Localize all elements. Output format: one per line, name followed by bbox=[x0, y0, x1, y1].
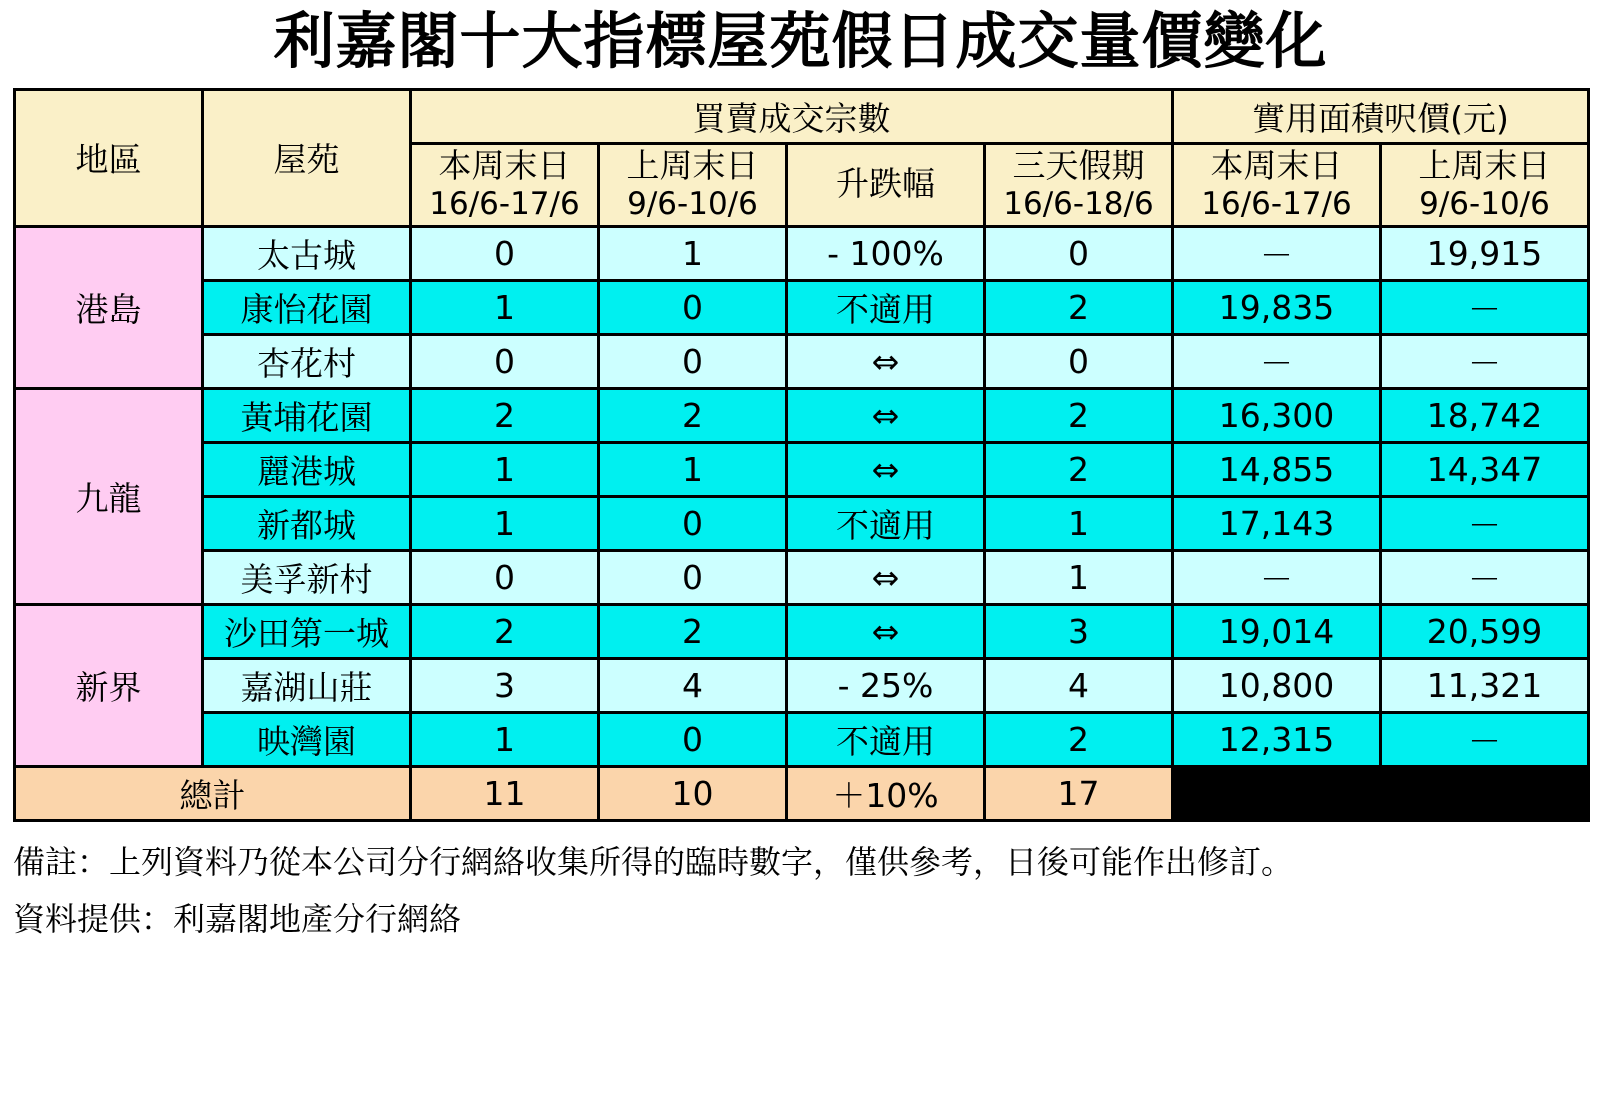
table-row bbox=[15, 226, 1589, 280]
cell-three-day-count: 2 bbox=[985, 280, 1173, 334]
table-row bbox=[15, 280, 1589, 334]
table-row bbox=[15, 442, 1589, 496]
table-row bbox=[15, 712, 1589, 766]
cell-three-day-count: 2 bbox=[985, 388, 1173, 442]
cell-three-day-count: 0 bbox=[985, 334, 1173, 388]
cell-price-last-weekend: 20,599 bbox=[1381, 604, 1589, 658]
cell-last-weekend-count: 0 bbox=[599, 712, 787, 766]
cell-change: ⇔ bbox=[787, 604, 985, 658]
cell-last-weekend-count: 0 bbox=[599, 334, 787, 388]
region-label: 港島 bbox=[15, 226, 203, 388]
cell-this-weekend-count: 1 bbox=[411, 712, 599, 766]
table-row bbox=[15, 604, 1589, 658]
cell-three-day-count: 1 bbox=[985, 496, 1173, 550]
region-label: 新界 bbox=[15, 604, 203, 766]
cell-three-day-count: 3 bbox=[985, 604, 1173, 658]
cell-change: ⇔ bbox=[787, 442, 985, 496]
cell-price-last-weekend: － bbox=[1381, 550, 1589, 604]
estate-name: 沙田第一城 bbox=[203, 604, 411, 658]
cell-this-weekend-count: 0 bbox=[411, 334, 599, 388]
cell-this-weekend-count: 2 bbox=[411, 388, 599, 442]
table-row bbox=[15, 496, 1589, 550]
cell-price-this-weekend: 12,315 bbox=[1173, 712, 1381, 766]
cell-price-last-weekend: 18,742 bbox=[1381, 388, 1589, 442]
cell-change: - 25% bbox=[787, 658, 985, 712]
holiday-transaction-table bbox=[13, 88, 1590, 822]
cell-price-this-weekend: － bbox=[1173, 334, 1381, 388]
cell-change: ⇔ bbox=[787, 388, 985, 442]
cell-this-weekend-count: 2 bbox=[411, 604, 599, 658]
cell-price-last-weekend: － bbox=[1381, 280, 1589, 334]
estate-name: 杏花村 bbox=[203, 334, 411, 388]
estate-name: 嘉湖山莊 bbox=[203, 658, 411, 712]
cell-change: ⇔ bbox=[787, 550, 985, 604]
table-row bbox=[15, 388, 1589, 442]
header-sub-this-weekend-count: 本周末日 16/6-17/6 bbox=[411, 144, 599, 227]
cell-price-this-weekend: 10,800 bbox=[1173, 658, 1381, 712]
header-region: 地區 bbox=[15, 90, 203, 227]
footnotes bbox=[13, 838, 1588, 945]
table-total-row bbox=[15, 766, 1589, 820]
estate-name: 新都城 bbox=[203, 496, 411, 550]
total-price-blank bbox=[1173, 766, 1589, 820]
table-row bbox=[15, 550, 1589, 604]
total-label: 總計 bbox=[15, 766, 411, 820]
table-row bbox=[15, 658, 1589, 712]
cell-last-weekend-count: 0 bbox=[599, 550, 787, 604]
cell-three-day-count: 2 bbox=[985, 712, 1173, 766]
cell-last-weekend-count: 1 bbox=[599, 442, 787, 496]
table-row bbox=[15, 334, 1589, 388]
cell-change: - 100% bbox=[787, 226, 985, 280]
cell-change: ⇔ bbox=[787, 334, 985, 388]
cell-price-last-weekend: － bbox=[1381, 334, 1589, 388]
header-estate: 屋苑 bbox=[203, 90, 411, 227]
cell-price-last-weekend: 19,915 bbox=[1381, 226, 1589, 280]
cell-price-this-weekend: 17,143 bbox=[1173, 496, 1381, 550]
cell-three-day-count: 2 bbox=[985, 442, 1173, 496]
cell-price-last-weekend: 11,321 bbox=[1381, 658, 1589, 712]
cell-price-this-weekend: － bbox=[1173, 226, 1381, 280]
cell-price-last-weekend: 14,347 bbox=[1381, 442, 1589, 496]
cell-price-this-weekend: 19,835 bbox=[1173, 280, 1381, 334]
cell-change: 不適用 bbox=[787, 280, 985, 334]
cell-last-weekend-count: 2 bbox=[599, 604, 787, 658]
total-this-weekend-count: 11 bbox=[411, 766, 599, 820]
table-header-group-row bbox=[15, 90, 1589, 144]
header-sub-this-weekend-price: 本周末日 16/6-17/6 bbox=[1173, 144, 1381, 227]
estate-name: 麗港城 bbox=[203, 442, 411, 496]
cell-this-weekend-count: 0 bbox=[411, 550, 599, 604]
total-change: ＋10% bbox=[787, 766, 985, 820]
footnote-remark: 備註：上列資料乃從本公司分行網絡收集所得的臨時數字，僅供參考，日後可能作出修訂。 bbox=[13, 842, 1294, 881]
cell-three-day-count: 4 bbox=[985, 658, 1173, 712]
page-title: 利嘉閣十大指標屋苑假日成交量價變化 bbox=[273, 6, 1328, 77]
total-last-weekend-count: 10 bbox=[599, 766, 787, 820]
total-three-day-count: 17 bbox=[985, 766, 1173, 820]
cell-last-weekend-count: 1 bbox=[599, 226, 787, 280]
cell-this-weekend-count: 1 bbox=[411, 280, 599, 334]
header-sub-change: 升跌幅 bbox=[787, 144, 985, 227]
cell-change: 不適用 bbox=[787, 712, 985, 766]
cell-last-weekend-count: 4 bbox=[599, 658, 787, 712]
region-label: 九龍 bbox=[15, 388, 203, 604]
header-group-price: 實用面積呎價(元) bbox=[1173, 90, 1589, 144]
cell-three-day-count: 0 bbox=[985, 226, 1173, 280]
cell-this-weekend-count: 1 bbox=[411, 496, 599, 550]
header-sub-last-weekend-price: 上周末日 9/6-10/6 bbox=[1381, 144, 1589, 227]
cell-this-weekend-count: 1 bbox=[411, 442, 599, 496]
estate-name: 映灣園 bbox=[203, 712, 411, 766]
cell-last-weekend-count: 0 bbox=[599, 496, 787, 550]
estate-name: 康怡花園 bbox=[203, 280, 411, 334]
cell-this-weekend-count: 3 bbox=[411, 658, 599, 712]
cell-last-weekend-count: 2 bbox=[599, 388, 787, 442]
estate-name: 太古城 bbox=[203, 226, 411, 280]
header-sub-three-day: 三天假期 16/6-18/6 bbox=[985, 144, 1173, 227]
cell-price-this-weekend: － bbox=[1173, 550, 1381, 604]
header-group-transactions: 買賣成交宗數 bbox=[411, 90, 1173, 144]
cell-last-weekend-count: 0 bbox=[599, 280, 787, 334]
header-sub-last-weekend-count: 上周末日 9/6-10/6 bbox=[599, 144, 787, 227]
cell-this-weekend-count: 0 bbox=[411, 226, 599, 280]
cell-price-this-weekend: 16,300 bbox=[1173, 388, 1381, 442]
estate-name: 美孚新村 bbox=[203, 550, 411, 604]
cell-three-day-count: 1 bbox=[985, 550, 1173, 604]
estate-name: 黃埔花園 bbox=[203, 388, 411, 442]
footnote-source: 資料提供：利嘉閣地產分行網絡 bbox=[13, 900, 462, 939]
cell-price-this-weekend: 19,014 bbox=[1173, 604, 1381, 658]
cell-change: 不適用 bbox=[787, 496, 985, 550]
cell-price-last-weekend: － bbox=[1381, 712, 1589, 766]
cell-price-last-weekend: － bbox=[1381, 496, 1589, 550]
cell-price-this-weekend: 14,855 bbox=[1173, 442, 1381, 496]
